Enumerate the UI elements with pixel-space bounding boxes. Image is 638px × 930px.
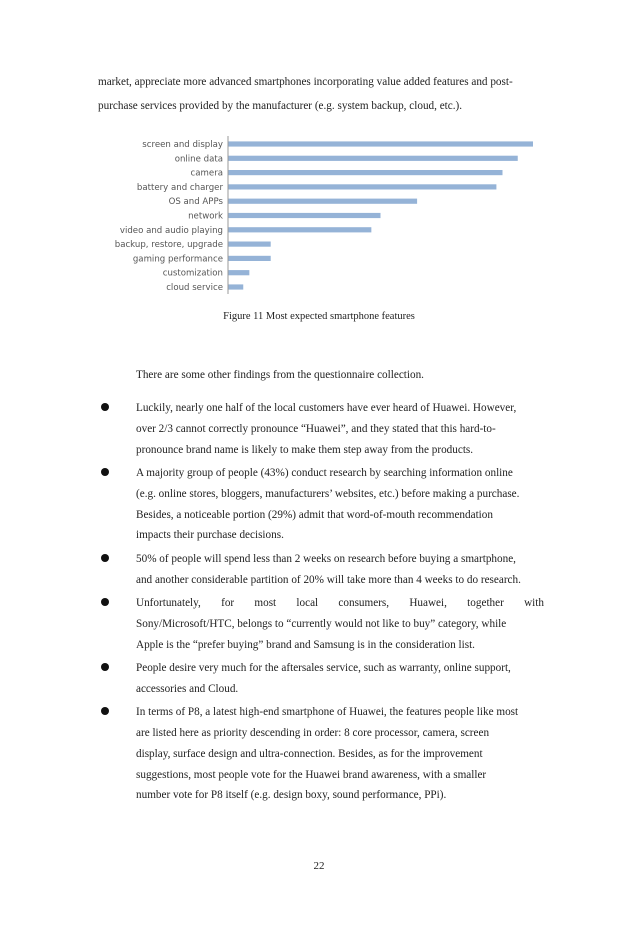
chart-category-label: cloud service [166,283,223,293]
bullet-line: (e.g. online stores, bloggers, manufacturers’ websites, etc.) before making a purchase. [136,487,520,500]
bullet-item [99,398,544,460]
chart-category-label: gaming performance [132,254,223,265]
bullet-line: Besides, a noticeable portion (29%) admit that word-of-mouth recommendation [136,508,493,521]
bullet-item [99,658,544,700]
chart-bar [228,284,243,289]
bullet-line: number vote for P8 itself (e.g. design boxy, sound performance, PPi). [136,789,447,802]
chart-category-label: video and audio playing [119,225,223,236]
bullet-line: A majority group of people (43%) conduct research by searching information online [136,466,513,479]
chart-category-label: customization [162,268,223,279]
bullet-line: pronounce brand name is likely to make them step away from the products. [136,443,474,456]
bullet-dot-icon [101,468,109,476]
chart-bar [228,184,496,189]
chart-category-label: network [188,211,223,222]
bullet-line: People desire very much for the aftersales service, such as warranty, online support, [136,661,511,674]
bullet-line: Luckily, nearly one half of the local customers have ever heard of Huawei. However, [136,402,517,414]
intro-line: purchase services provided by the manufacturer (e.g. system backup, cloud, etc.). [98,100,463,112]
chart-bar [228,199,417,204]
chart-bar [228,270,249,275]
chart-category-label: screen and display [142,140,223,150]
bullet-line: are listed here as priority descending in order: 8 core processor, camera, screen [136,726,490,739]
bullet-line: 50% of people will spend less than 2 weeks on research before buying a smartphone, [136,552,516,565]
bullet-item [99,702,544,806]
chart-bar [228,227,371,232]
findings-intro: There are some other findings from the questionnaire collection. [136,369,424,381]
intro-line: market, appreciate more advanced smartphones incorporating value added features and post- [98,76,513,88]
chart-bar [228,141,533,146]
intro-paragraph [98,70,544,118]
bullet-line: impacts their purchase decisions. [136,529,284,542]
chart-bar [228,256,271,261]
bullet-dot-icon [101,663,109,671]
chart-bar [228,156,518,161]
bullet-line: Sony/Microsoft/HTC, belongs to “currently would not like to buy” category, while [136,617,507,630]
chart-bar [228,242,271,247]
chart-bar [228,170,503,175]
findings-bullet-list [99,398,544,809]
chart-category-label: online data [174,154,223,165]
chart-category-label: OS and APPs [168,197,223,208]
bullet-line: Apple is the “prefer buying” brand and Samsung is in the consideration list. [136,638,475,651]
chart-bar [228,213,381,218]
features-bar-chart [95,134,545,299]
bullet-dot-icon [101,554,109,562]
bullet-dot-icon [101,403,109,411]
bullet-item [99,463,544,546]
bullet-item [99,593,544,655]
bullet-line: suggestions, most people vote for the Huawei brand awareness, with a smaller [136,768,487,781]
bullet-line: over 2/3 cannot correctly pronounce “Huawei”, and they stated that this hard-to- [136,422,496,435]
bullet-dot-icon [101,707,109,715]
page-number: 22 [313,860,325,872]
bullet-line: accessories and Cloud. [136,682,239,695]
chart-category-label: camera [190,168,223,179]
figure-caption: Figure 11 Most expected smartphone features [223,311,415,322]
bullet-item [99,549,544,591]
chart-category-label: battery and charger [136,182,223,193]
bullet-dot-icon [101,598,109,606]
bullet-line: In terms of P8, a latest high-end smartphone of Huawei, the features people like most [136,706,519,719]
bullet-line: Unfortunately, for most local consumers, Huawei, together with [136,596,544,609]
chart-category-label: backup, restore, upgrade [114,240,223,251]
bullet-line: and another considerable partition of 20% will take more than 4 weeks to do research. [136,573,521,586]
bullet-line: display, surface design and ultra-connection. Besides, as for the improvement [136,747,483,760]
